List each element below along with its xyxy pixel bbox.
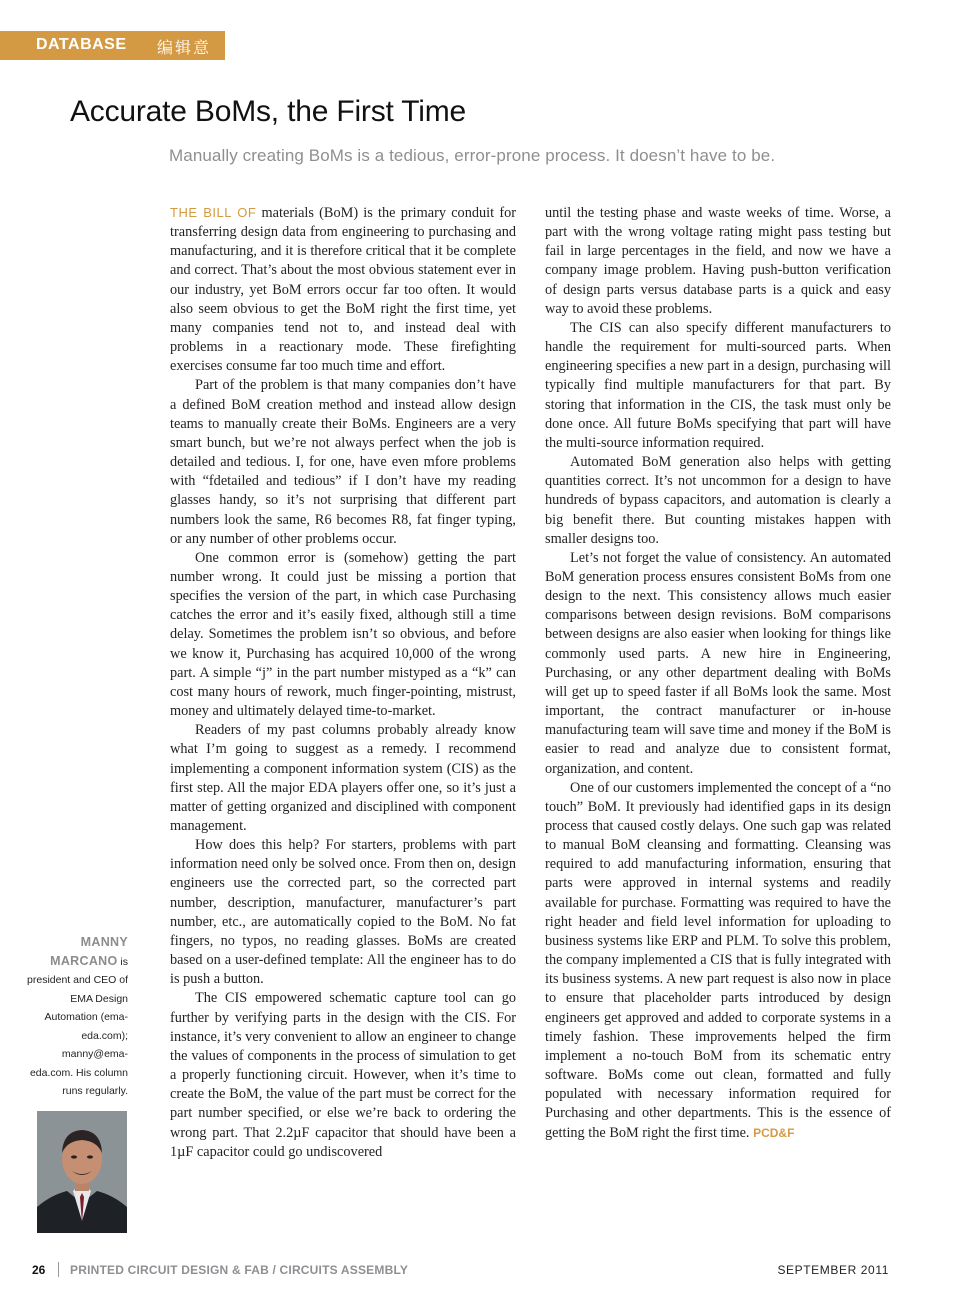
paragraph: How does this help? For starters, problems with part information need only be solved once. From then on, design engineers use the corrected part, so the corrected part number, description, manufacturer, manufacturer’s part number, etc., are automatically copied to the BoM. No fat fingers, no typos, no reading glasses. BoMs are created based on a user-defined template: All the engineer has to do is push a button. [170, 837, 516, 988]
paragraph: One common error is (somehow) getting the part number wrong. It could just be missing a portion that specifies the version of the part, in which case Purchasing catches the error and it’s easily fixed, although still a time delay. Sometimes the problem isn’t so obvious, and before we know it, Purchasing has acquired 10,000 of the wrong part. A simple “j” in the part number mistyped as a “k” can cost many hours of rework, much finger-pointing, mistrust, money and ultimately delayed time-to-market. [170, 549, 516, 720]
article-subtitle: Manually creating BoMs is a tedious, error-prone process. It doesn’t have to be. [169, 146, 776, 165]
section-tab [0, 31, 225, 80]
paragraph: Readers of my past columns probably already know what I’m going to suggest as a remedy. I recommend implementing a component information system (CIS) as the first step. All the major EDA players offer one, so it’s just a matter of getting organized and disciplined with component management. [170, 722, 516, 834]
paragraph: The CIS can also specify different manufacturers to handle the requirement for multi-sourced parts. When engineering specifies a new part in a design, purchasing will typically find multiple manufacturers for that part. By storing that information in the CIS, the task must only be done once. All future BoMs specifying that part will have the multi-source information required. [545, 319, 891, 451]
article-title: Accurate BoMs, the First Time [70, 95, 466, 128]
body-column-right [545, 204, 891, 1143]
page-number: 26 [32, 1263, 46, 1277]
author-last-name: MARCANO [50, 953, 118, 968]
paragraph: The CIS empowered schematic capture tool can go further by verifying parts in the design with the CIS. For instance, it’s very convenient to allow an engineer to change the values of components in the process of simulation to get a properly functioning circuit. However, when it’s time to create the BoM, the value of the part must be correct for the part number specified, or else we’re back to ordering the wrong part. That 2.2µF capacitor that should have been a 1µF capacitor could go undiscovered [170, 990, 516, 1160]
paragraph: THE BILL OF materials (BoM) is the primary conduit for transferring design data from engineering to purchasing and manufacturing, and it is therefore critical that it be complete and correct. That’s about the most obvious statement ever in our industry, yet BoM errors occur far too often. It would also seem obvious to get the BoM right the first time, yet many companies tend not to, and instead deal with problems in a reactionary mode. These firefighting exercises consume far too much time and effort. [170, 205, 516, 375]
portrait-icon [37, 1111, 127, 1233]
page-footer [0, 1263, 960, 1279]
body-column-left [170, 204, 516, 1162]
author-first-name: MANNY [80, 935, 128, 949]
paragraph: Part of the problem is that many companies don’t have a defined BoM creation method and instead allow design teams to manually create their BoMs. Engineers are a very smart bunch, but we’re not always perfect when the job is detailed and tedious. I, for one, have even mfore problems with “fdetailed and tedious” if I don’t have my reading glasses handy, so it’s not surprising that different part numbers look the same, R6 becomes R8, fat finger typing, or any number of other problems occur. [170, 377, 516, 547]
author-bio [20, 934, 128, 1101]
section-label: DATABASE [36, 36, 127, 53]
paragraph: Automated BoM generation also helps with getting quantities correct. It’s not uncommon for a design to have hundreds of bypass capacitors, and automation is clearly a big benefit there. But counting mistakes happen with smaller designs too. [545, 454, 891, 547]
lead-in: THE BILL OF [170, 205, 257, 220]
author-bio-text: is president and CEO of EMA Design Automation (ema-eda.com); manny@ema-eda.com. His column runs regularly. [27, 955, 128, 1097]
paragraph: One of our customers implemented the concept of a “no touch” BoM. It previously had identified gaps in its design process that caused costly delays. One such gap was related to manual BoM cleansing and formatting. Cleansing was required to add manufacturing information, ensuring that parts were approved in internal systems and readily available for purchase. Formatting was required to have the right header and field level information for uploading to business systems like ERP and PLM. To solve this problem, the company implemented a CIS that is fully integrated with its business systems. A new part request is also now in place to ensure that placeholder parts introduced by design engineers get approved and added to corporate systems in a timely fashion. These improvements helped the firm implement a no-touch BoM from its schematic entry software. BoMs come out clean, formatted and fully populated with necessary information required for Purchasing and other departments. This is the essence of getting the BoM right the first time. PCD&F [545, 779, 891, 1141]
paragraph: Let’s not forget the value of consistency. An automated BoM generation process ensures consistent BoMs from one design to the next. This consistency allows much easier comparisons between design revisions. BoM comparisons between designs are also easier when looking for things like commonly used parts. A new hire in Engineering, Purchasing, or any other department dealing with BoMs will get up to speed faster if all BoMs look the same. Most important, the contract manufacturer or in-house manufacturing team will save time and money if the BoM is easier to read and analyze due to consistent format, organization, and content. [545, 549, 891, 777]
paragraph: until the testing phase and waste weeks of time. Worse, a part with the wrong voltage rating might pass testing but fail in large percentages in the field, and now we have a company image problem. Having push-button verification of design parts versus database parts is a quick and easy way to avoid these problems. [545, 205, 891, 317]
end-mark: PCD&F [753, 1125, 795, 1140]
footer-divider [58, 1262, 59, 1277]
section-label-chinese: 编辑意见 [157, 38, 212, 80]
author-photo [37, 1111, 127, 1233]
issue-date: SEPTEMBER 2011 [777, 1263, 889, 1277]
publication-name: PRINTED CIRCUIT DESIGN & FAB / CIRCUITS ASSEMBLY [70, 1263, 409, 1277]
